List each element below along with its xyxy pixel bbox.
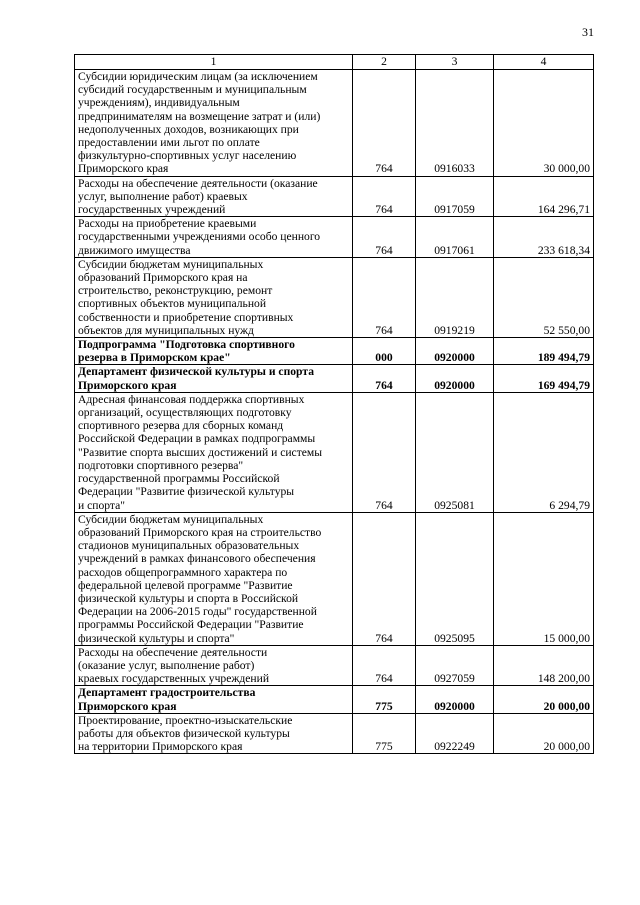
row-code-cell: 764 bbox=[353, 392, 416, 512]
table-row bbox=[75, 338, 594, 365]
row-name-text: Департамент физической культуры и спорта Приморского края bbox=[78, 365, 314, 392]
row-csr-cell: 0920000 bbox=[416, 338, 494, 365]
row-name-cell bbox=[75, 257, 353, 337]
row-amount-cell: 233 618,34 bbox=[494, 217, 594, 258]
row-name-text: Расходы на приобретение краевыми государственными учреждениями особо ценного движимого имущества bbox=[78, 217, 321, 257]
row-csr-cell: 0920000 bbox=[416, 365, 494, 392]
row-csr-cell: 0922249 bbox=[416, 713, 494, 754]
table-row bbox=[75, 217, 594, 258]
row-amount-cell: 20 000,00 bbox=[494, 686, 594, 713]
row-name-text: Подпрограмма "Подготовка спортивного резерва в Приморском крае" bbox=[78, 338, 295, 365]
row-name-cell bbox=[75, 70, 353, 177]
row-name-cell bbox=[75, 365, 353, 392]
row-csr-cell: 0917059 bbox=[416, 176, 494, 217]
row-code-cell: 764 bbox=[353, 257, 416, 337]
table-row bbox=[75, 257, 594, 337]
row-code-cell: 775 bbox=[353, 713, 416, 754]
table-row bbox=[75, 392, 594, 512]
row-csr-cell: 0919219 bbox=[416, 257, 494, 337]
row-code-cell: 775 bbox=[353, 686, 416, 713]
row-code-cell: 764 bbox=[353, 512, 416, 645]
row-name-cell bbox=[75, 645, 353, 686]
header-col-4: 4 bbox=[494, 55, 594, 70]
row-name-cell bbox=[75, 512, 353, 645]
row-csr-cell: 0927059 bbox=[416, 645, 494, 686]
row-amount-cell: 189 494,79 bbox=[494, 338, 594, 365]
row-code-cell: 764 bbox=[353, 365, 416, 392]
row-name-text: Расходы на обеспечение деятельности (оказание услуг, выполнение работ) краевых государственных учреждений bbox=[78, 645, 270, 686]
table-row bbox=[75, 176, 594, 217]
table-row bbox=[75, 713, 594, 754]
row-name-text: Расходы на обеспечение деятельности (оказание услуг, выполнение работ) краевых государственных учреждений bbox=[78, 176, 318, 217]
row-amount-cell: 6 294,79 bbox=[494, 392, 594, 512]
table-row bbox=[75, 686, 594, 713]
row-amount-cell: 30 000,00 bbox=[494, 70, 594, 177]
row-code-cell: 764 bbox=[353, 176, 416, 217]
row-name-text: Субсидии бюджетам муниципальных образований Приморского края на строительство, реконструкцию, ремонт спортивных объектов муниципальной собственности и приобретение спортивных объектов для муниципальных нужд bbox=[78, 257, 294, 337]
header-col-3: 3 bbox=[416, 55, 494, 70]
row-name-text: Адресная финансовая поддержка спортивных организаций, осуществляющих подготовку спортивного резерва для сборных команд Российской Федерации в рамках подпрограммы "Развитие спорта высших достижений и системы подготовки спортивного резерва" государственной программы Российской Федерации "Развитие физической культуры и спорта" bbox=[78, 392, 323, 512]
row-code-cell: 000 bbox=[353, 338, 416, 365]
row-amount-cell: 15 000,00 bbox=[494, 512, 594, 645]
budget-table bbox=[74, 54, 594, 754]
row-csr-cell: 0916033 bbox=[416, 70, 494, 177]
row-code-cell: 764 bbox=[353, 217, 416, 258]
row-amount-cell: 148 200,00 bbox=[494, 645, 594, 686]
row-name-text: Субсидии бюджетам муниципальных образований Приморского края на строительство стадионов муниципальных образовательных учреждений в рамках финансового обеспечения расходов общепрограммного характера по федеральной целевой программе "Развитие физической культуры и спорта в Российской Федерации на 2006-2015 годы" государственной программы Российской Федерации "Развитие физической культуры и спорта" bbox=[78, 512, 322, 645]
table-row bbox=[75, 365, 594, 392]
table-row bbox=[75, 645, 594, 686]
row-csr-cell: 0925081 bbox=[416, 392, 494, 512]
row-name-cell bbox=[75, 217, 353, 258]
table-row bbox=[75, 70, 594, 177]
header-col-1: 1 bbox=[75, 55, 353, 70]
row-name-text: Субсидии юридическим лицам (за исключением субсидий государственным и муниципальным учреждениям), индивидуальным предпринимателям на возмещение затрат и (или) недополученных доходов, возникающих при предоставлении ими льгот по оплате физкультурно-спортивных услуг населению Приморского края bbox=[78, 70, 321, 176]
row-code-cell: 764 bbox=[353, 645, 416, 686]
row-csr-cell: 0925095 bbox=[416, 512, 494, 645]
table-row bbox=[75, 512, 594, 645]
row-amount-cell: 52 550,00 bbox=[494, 257, 594, 337]
row-name-cell bbox=[75, 176, 353, 217]
row-name-cell bbox=[75, 392, 353, 512]
row-amount-cell: 169 494,79 bbox=[494, 365, 594, 392]
row-amount-cell: 164 296,71 bbox=[494, 176, 594, 217]
row-name-text: Департамент градостроительства Приморского края bbox=[78, 686, 256, 713]
page-number: 31 bbox=[582, 25, 594, 39]
table-header-row bbox=[75, 55, 594, 70]
row-name-cell bbox=[75, 713, 353, 754]
row-name-cell bbox=[75, 338, 353, 365]
row-csr-cell: 0920000 bbox=[416, 686, 494, 713]
row-name-cell bbox=[75, 686, 353, 713]
row-code-cell: 764 bbox=[353, 70, 416, 177]
row-name-text: Проектирование, проектно-изыскательские работы для объектов физической культуры на территории Приморского края bbox=[78, 713, 293, 754]
row-csr-cell: 0917061 bbox=[416, 217, 494, 258]
row-amount-cell: 20 000,00 bbox=[494, 713, 594, 754]
header-col-2: 2 bbox=[353, 55, 416, 70]
